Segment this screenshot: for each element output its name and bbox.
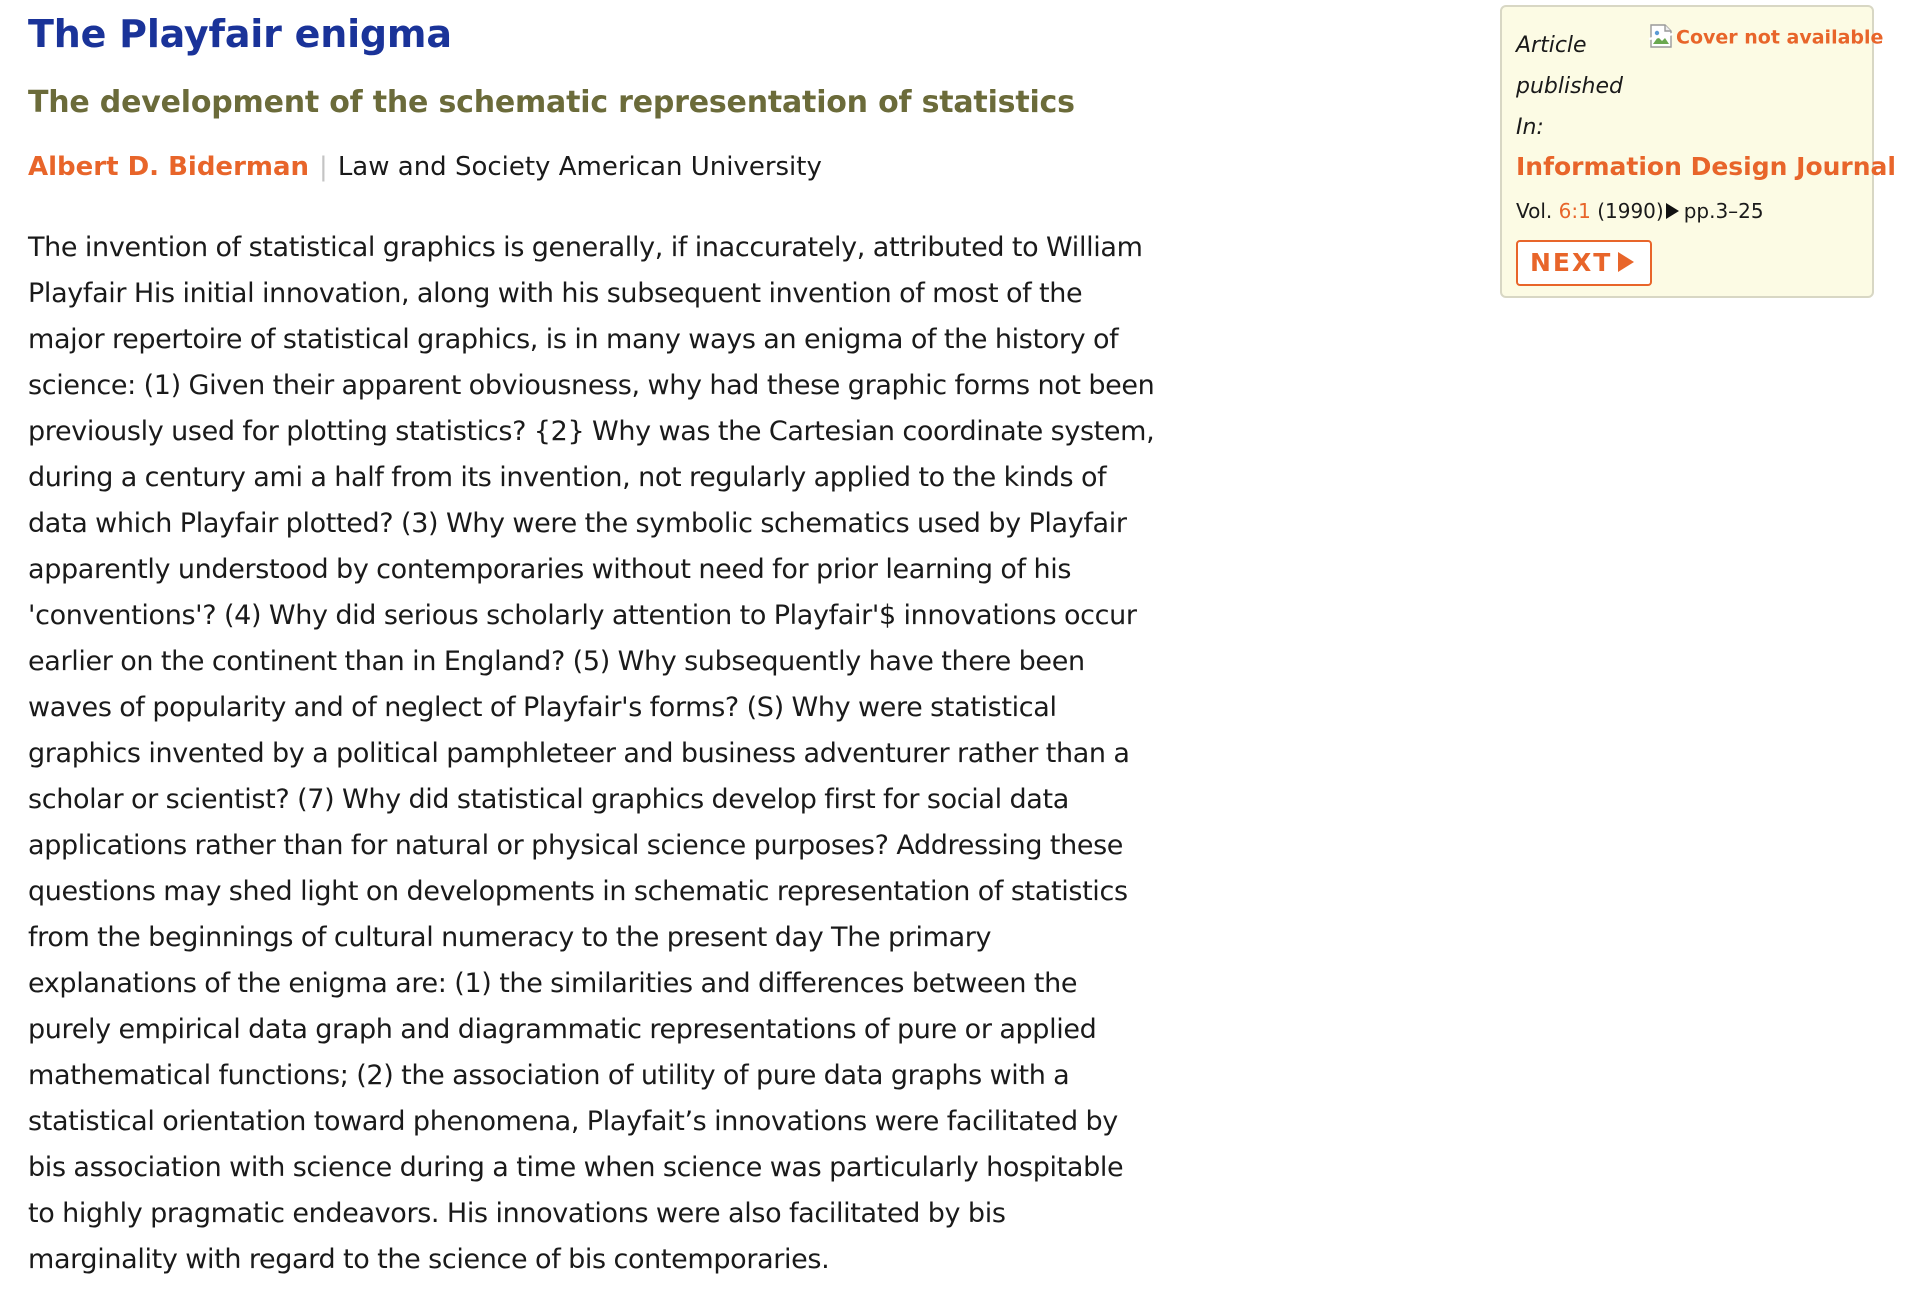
abstract-line: science: (1) Given their apparent obviousness, why had these graphic forms not been xyxy=(28,370,1155,401)
article-main xyxy=(28,0,1158,1283)
abstract-line: applications rather than for natural or physical science purposes? Addressing these xyxy=(28,830,1124,861)
byline-separator: | xyxy=(319,152,328,182)
abstract-line: scholar or scientist? (7) Why did statistical graphics develop first for social data xyxy=(28,784,1069,815)
page-subtitle: The development of the schematic representation of statistics xyxy=(28,85,1075,120)
abstract-line: Playfair His initial innovation, along with his subsequent invention of most of the xyxy=(28,278,1083,309)
volume-year: (1990) xyxy=(1597,199,1664,223)
author-link[interactable]: Albert D. Biderman xyxy=(28,152,310,182)
abstract-line: to highly pragmatic endeavors. His innovations were also facilitated by bis xyxy=(28,1198,1006,1229)
abstract-line: mathematical functions; (2) the association of utility of pure data graphs with a xyxy=(28,1060,1070,1091)
byline xyxy=(28,149,1158,185)
author-affiliation: Law and Society American University xyxy=(337,152,822,182)
next-article-button[interactable] xyxy=(1516,240,1652,286)
abstract-line: 'conventions'? (4) Why did serious scholarly attention to Playfair'$ innovations occur xyxy=(28,600,1137,631)
abstract-line: from the beginnings of cultural numeracy to the present day The primary xyxy=(28,922,992,953)
page-range: pp.3–25 xyxy=(1683,199,1764,223)
next-button-label: NEXT xyxy=(1530,248,1613,277)
page-title: The Playfair enigma xyxy=(28,12,452,56)
journal-cover-image xyxy=(1648,25,1884,59)
published-in-label xyxy=(1516,25,1646,148)
abstract-line: graphics invented by a political pamphleteer and business adventurer rather than a xyxy=(28,738,1130,769)
abstract-line: questions may shed light on developments in schematic representation of statistics xyxy=(28,876,1128,907)
abstract xyxy=(28,225,1158,1283)
abstract-line: earlier on the continent than in England? (5) Why subsequently have there been xyxy=(28,646,1085,677)
volume-info xyxy=(1516,196,1764,226)
abstract-line: statistical orientation toward phenomena, Playfait’s innovations were facilitated by xyxy=(28,1106,1118,1137)
abstract-line: purely empirical data graph and diagrammatic representations of pure or applied xyxy=(28,1014,1097,1045)
abstract-line: explanations of the enigma are: (1) the similarities and differences between the xyxy=(28,968,1078,999)
abstract-line: apparently understood by contemporaries without need for prior learning of his xyxy=(28,554,1072,585)
volume-prefix: Vol. xyxy=(1516,199,1553,223)
abstract-line: The invention of statistical graphics is generally, if inaccurately, attributed to William xyxy=(28,232,1143,263)
broken-image-icon xyxy=(1648,23,1674,49)
published-in-label-line: Article xyxy=(1516,33,1587,58)
abstract-line: data which Playfair plotted? (3) Why were the symbolic schematics used by Playfair xyxy=(28,508,1127,539)
play-triangle-icon xyxy=(1618,252,1634,272)
issue-link[interactable]: 6:1 xyxy=(1558,199,1591,223)
published-in-label-line: In: xyxy=(1516,115,1544,140)
published-in-label-line: published xyxy=(1516,74,1624,99)
abstract-line: waves of popularity and of neglect of Playfair's forms? (S) Why were statistical xyxy=(28,692,1057,723)
abstract-line: marginality with regard to the science of bis contemporaries. xyxy=(28,1244,830,1275)
abstract-line: bis association with science during a time when science was particularly hospitable xyxy=(28,1152,1124,1183)
journal-link[interactable]: Information Design Journal xyxy=(1516,152,1896,181)
publication-info-box xyxy=(1500,5,1896,298)
cover-alt-text: Cover not available xyxy=(1676,26,1884,49)
abstract-line: during a century ami a half from its invention, not regularly applied to the kinds of xyxy=(28,462,1107,493)
abstract-line: major repertoire of statistical graphics, is in many ways an enigma of the history of xyxy=(28,324,1119,355)
abstract-line: previously used for plotting statistics? {2} Why was the Cartesian coordinate system, xyxy=(28,416,1155,447)
play-triangle-icon xyxy=(1666,203,1679,219)
